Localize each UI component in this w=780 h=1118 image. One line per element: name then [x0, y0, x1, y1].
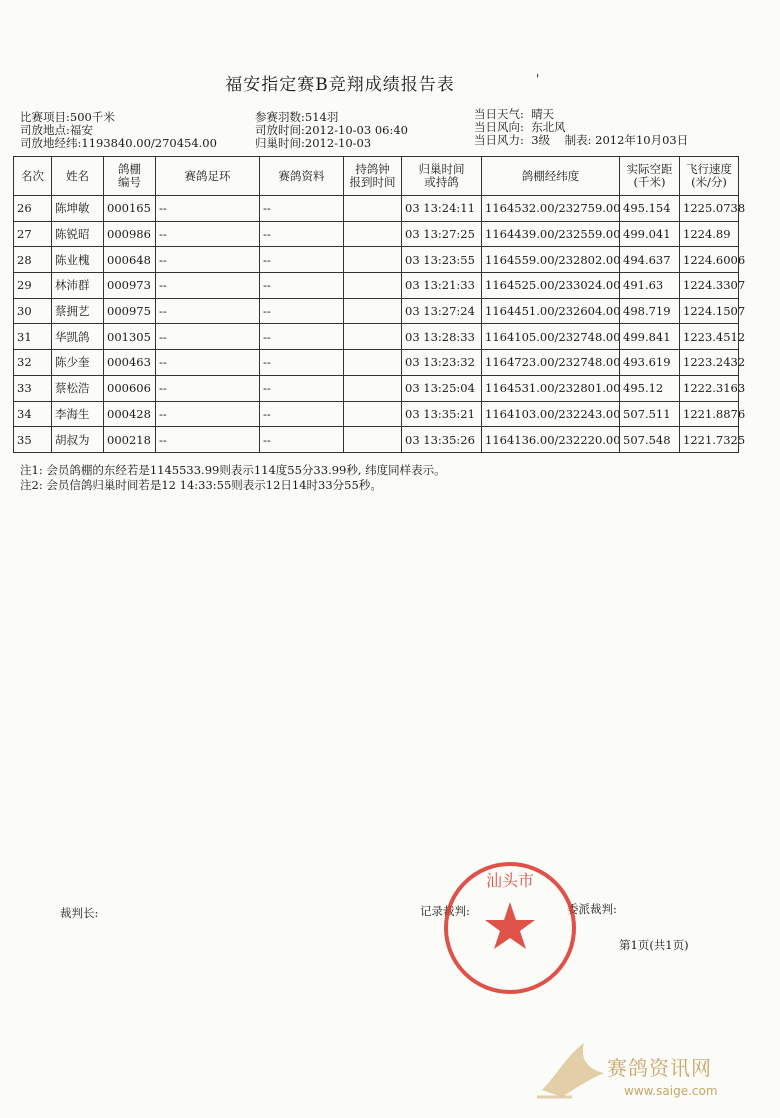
- table-cell: 1164103.00/232243.00: [482, 401, 620, 427]
- table-cell: 28: [14, 247, 52, 273]
- table-header-row: [14, 157, 739, 196]
- column-header: 名次: [14, 157, 52, 196]
- table-cell: 陈业槐: [52, 247, 104, 273]
- table-cell: [344, 401, 402, 427]
- table-cell: 陈锐昭: [52, 221, 104, 247]
- table-cell: 495.154: [620, 196, 680, 222]
- table-cell: --: [156, 298, 260, 324]
- table-row: [14, 375, 739, 401]
- note-1: 注1: 会员鸽棚的东经若是1145533.99则表示114度55分33.99秒, 纬度同样表示。: [20, 463, 446, 477]
- table-cell: [344, 221, 402, 247]
- column-header: 归巢时间 或持鸽: [402, 157, 482, 196]
- table-cell: 34: [14, 401, 52, 427]
- table-row: [14, 324, 739, 350]
- table-row: [14, 350, 739, 376]
- table-cell: 03 13:27:24: [402, 298, 482, 324]
- column-header: 赛鸽足环: [156, 157, 260, 196]
- table-cell: 1164136.00/232220.00: [482, 427, 620, 453]
- meta-entries: 参赛羽数:514羽: [255, 110, 339, 124]
- table-cell: 30: [14, 298, 52, 324]
- table-cell: --: [260, 324, 344, 350]
- table-cell: 000973: [104, 273, 156, 299]
- table-cell: --: [156, 196, 260, 222]
- table-cell: 03 13:35:26: [402, 427, 482, 453]
- table-cell: 1164559.00/232802.00: [482, 247, 620, 273]
- table-cell: --: [260, 247, 344, 273]
- table-cell: 1164105.00/232748.00: [482, 324, 620, 350]
- stray-mark: ': [536, 72, 540, 86]
- record-judge-label: 记录裁判:: [420, 904, 470, 918]
- table-cell: 华凯鸽: [52, 324, 104, 350]
- notes: [20, 463, 446, 493]
- table-cell: 1221.7325: [680, 427, 739, 453]
- table-cell: 498.719: [620, 298, 680, 324]
- table-cell: --: [156, 350, 260, 376]
- table-cell: 03 13:28:33: [402, 324, 482, 350]
- table-cell: 03 13:25:04: [402, 375, 482, 401]
- column-header: 实际空距 (千米): [620, 157, 680, 196]
- table-cell: 491.63: [620, 273, 680, 299]
- table-cell: 494.637: [620, 247, 680, 273]
- column-header: 姓名: [52, 157, 104, 196]
- table-cell: [344, 375, 402, 401]
- table-cell: 32: [14, 350, 52, 376]
- table-cell: 1222.3163: [680, 375, 739, 401]
- table-cell: 蔡松浩: [52, 375, 104, 401]
- table-row: [14, 298, 739, 324]
- stamp-text: 汕头市: [485, 871, 535, 890]
- official-seal-stamp: [440, 858, 580, 998]
- column-header: 赛鸽资料: [260, 157, 344, 196]
- report-title: 福安指定赛B竞翔成绩报告表: [225, 75, 455, 95]
- pigeon-logo-icon: [532, 1035, 612, 1105]
- watermark-url: www.saige.com: [624, 1084, 718, 1098]
- table-cell: 1164532.00/232759.00: [482, 196, 620, 222]
- table-cell: 507.511: [620, 401, 680, 427]
- meta-release-time: 司放时间:2012-10-03 06:40: [255, 123, 408, 137]
- table-cell: 495.12: [620, 375, 680, 401]
- table-cell: 03 13:23:55: [402, 247, 482, 273]
- table-cell: 507.548: [620, 427, 680, 453]
- table-cell: 陈坤敏: [52, 196, 104, 222]
- table-row: [14, 401, 739, 427]
- meta-weather: 当日天气: 晴天: [474, 107, 555, 121]
- table-cell: 1164451.00/232604.00: [482, 298, 620, 324]
- column-header: 飞行速度 (米/分): [680, 157, 739, 196]
- meta-release-coords: 司放地经纬:1193840.00/270454.00: [20, 136, 217, 150]
- table-cell: --: [156, 247, 260, 273]
- table-cell: 29: [14, 273, 52, 299]
- table-cell: --: [156, 375, 260, 401]
- table-cell: 001305: [104, 324, 156, 350]
- table-cell: 蔡拥艺: [52, 298, 104, 324]
- table-cell: [344, 247, 402, 273]
- meta-wind-force: 当日风力: 3级 制表: 2012年10月03日: [474, 133, 689, 147]
- meta-event: 比赛项目:500千米: [20, 110, 115, 124]
- table-cell: 1224.1507: [680, 298, 739, 324]
- table-cell: --: [156, 427, 260, 453]
- table-cell: [344, 298, 402, 324]
- table-cell: 000428: [104, 401, 156, 427]
- table-cell: [344, 350, 402, 376]
- results-table: [13, 156, 746, 453]
- table-cell: [344, 427, 402, 453]
- table-cell: 陈少奎: [52, 350, 104, 376]
- table-cell: 林沛群: [52, 273, 104, 299]
- table-row: [14, 247, 739, 273]
- table-cell: --: [156, 324, 260, 350]
- table-cell: 499.041: [620, 221, 680, 247]
- table-cell: 27: [14, 221, 52, 247]
- table-cell: 1224.6006: [680, 247, 739, 273]
- table-cell: 03 13:24:11: [402, 196, 482, 222]
- table-cell: 1164723.00/232748.00: [482, 350, 620, 376]
- table-row: [14, 221, 739, 247]
- table-body: [14, 196, 746, 453]
- table-cell: 35: [14, 427, 52, 453]
- table-cell: 1221.8876: [680, 401, 739, 427]
- table-cell: 03 13:35:21: [402, 401, 482, 427]
- table-cell: 000648: [104, 247, 156, 273]
- column-header: 持鸽钟 报到时间: [344, 157, 402, 196]
- table-cell: 1224.3307: [680, 273, 739, 299]
- table-row: [14, 427, 739, 453]
- table-cell: --: [260, 401, 344, 427]
- column-header: 鸽棚经纬度: [482, 157, 620, 196]
- table-cell: 493.619: [620, 350, 680, 376]
- note-2: 注2: 会员信鸽归巢时间若是12 14:33:55则表示12日14时33分55秒。: [20, 478, 382, 492]
- table-cell: 33: [14, 375, 52, 401]
- table-cell: 499.841: [620, 324, 680, 350]
- table-cell: 1164525.00/233024.00: [482, 273, 620, 299]
- table-cell: --: [260, 298, 344, 324]
- table-cell: 000165: [104, 196, 156, 222]
- page-number: 第1页(共1页): [619, 938, 689, 952]
- table-cell: --: [260, 427, 344, 453]
- table-cell: --: [156, 401, 260, 427]
- chief-judge-label: 裁判长:: [60, 906, 99, 920]
- table-cell: --: [156, 273, 260, 299]
- table-cell: 1223.4512: [680, 324, 739, 350]
- table-cell: --: [260, 196, 344, 222]
- assigned-judge-label: 委派裁判:: [567, 902, 617, 916]
- table-row: [14, 196, 739, 222]
- table-cell: 000606: [104, 375, 156, 401]
- table-cell: 000975: [104, 298, 156, 324]
- table-cell: 李海生: [52, 401, 104, 427]
- table-cell: --: [156, 221, 260, 247]
- meta-wind-direction: 当日风向: 东北风: [474, 120, 566, 134]
- table-cell: --: [260, 221, 344, 247]
- table-cell: 000986: [104, 221, 156, 247]
- table-cell: 26: [14, 196, 52, 222]
- table-cell: 03 13:27:25: [402, 221, 482, 247]
- table-cell: 03 13:23:32: [402, 350, 482, 376]
- table-cell: 胡叔为: [52, 427, 104, 453]
- table-cell: 1224.89: [680, 221, 739, 247]
- table-cell: 1164531.00/232801.00: [482, 375, 620, 401]
- meta-return-time: 归巢时间:2012-10-03: [255, 136, 372, 150]
- table-cell: --: [260, 350, 344, 376]
- table-cell: 1223.2432: [680, 350, 739, 376]
- table-cell: 000463: [104, 350, 156, 376]
- meta-release-place: 司放地点:福安: [20, 123, 93, 137]
- table-cell: [344, 273, 402, 299]
- table-row: [14, 273, 739, 299]
- table-cell: 1164439.00/232559.00: [482, 221, 620, 247]
- table-cell: --: [260, 375, 344, 401]
- table-cell: --: [260, 273, 344, 299]
- table-cell: [344, 324, 402, 350]
- watermark-name: 赛鸽资讯网: [607, 1056, 712, 1080]
- table-cell: 000218: [104, 427, 156, 453]
- table-cell: [344, 196, 402, 222]
- table-cell: 31: [14, 324, 52, 350]
- table-cell: 1225.0738: [680, 196, 739, 222]
- column-header: 鸽棚 编号: [104, 157, 156, 196]
- table-cell: 03 13:21:33: [402, 273, 482, 299]
